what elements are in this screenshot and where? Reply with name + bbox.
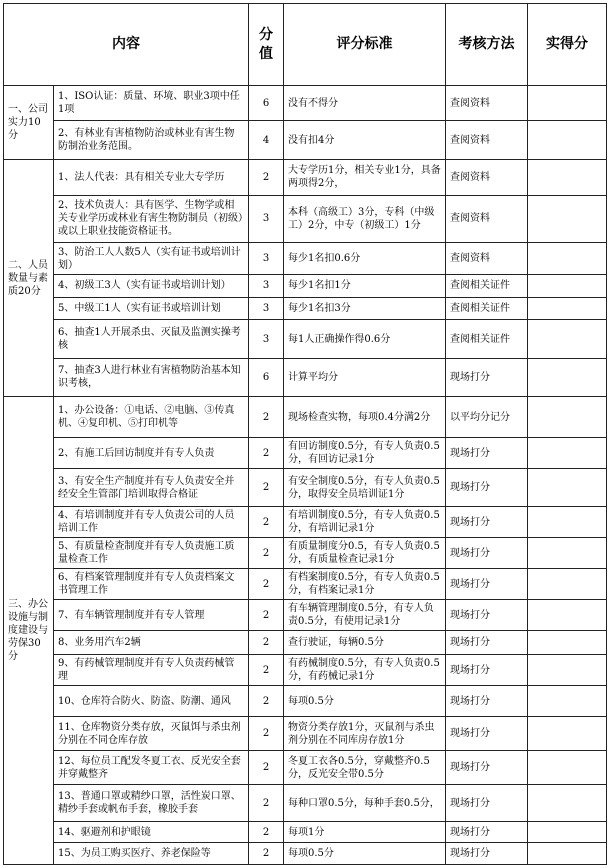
content-cell: 15、为员工购买医疗、养老保险等 [54,843,249,865]
score-cell: 2 [249,469,284,507]
standard-cell: 计算平均分 [284,358,446,396]
content-cell: 4、有培训制度并有专人负责公司的人员培训工作 [54,507,249,538]
header-actual: 实得分 [528,4,607,86]
header-standard: 评分标准 [284,4,446,86]
table-row [4,243,607,275]
actual-score-cell[interactable] [528,785,607,822]
content-cell: 3、防治工人人数5人（实有证书或培训计划） [54,243,249,275]
method-cell: 以平均分记分 [446,396,528,437]
actual-score-cell[interactable] [528,297,607,320]
standard-cell: 每项0.5分 [284,843,446,865]
content-cell: 2、技术负责人：具有医学、生物学或相关专业学历或林业有害生物防制员（初级）或以上职业技能资格证书。 [54,195,249,243]
method-cell: 查阅资料 [446,121,528,160]
score-cell: 6 [249,86,284,121]
standard-cell: 冬夏工衣各0.5分，穿戴整齐0.5分，反光安全带0.5分 [284,751,446,785]
content-cell: 7、有车辆管理制度并有专人管理 [54,600,249,631]
standard-cell: 每项1分 [284,822,446,843]
table-row [4,600,607,631]
header-row [4,4,607,86]
standard-cell: 现场检查实物，每项0.4分满2分 [284,396,446,437]
score-cell: 2 [249,686,284,717]
content-cell: 1、办公设备：①电话、②电脑、③传真机、④复印机、⑤打印机等 [54,396,249,437]
actual-score-cell[interactable] [528,538,607,569]
score-cell: 2 [249,600,284,631]
table-row [4,297,607,320]
table-row [4,843,607,865]
actual-score-cell[interactable] [528,822,607,843]
content-cell: 1、ISO认证：质量、环境、职业3项中任1项 [54,86,249,121]
score-cell: 4 [249,121,284,160]
actual-score-cell[interactable] [528,717,607,751]
content-cell: 6、有档案管理制度并有专人负责档案文书管理工作 [54,569,249,600]
table-row [4,785,607,822]
header-content: 内容 [4,4,249,86]
method-cell: 现场打分 [446,438,528,469]
actual-score-cell[interactable] [528,469,607,507]
method-cell: 查阅资料 [446,243,528,275]
standard-cell: 没有扣4分 [284,121,446,160]
score-cell: 2 [249,438,284,469]
standard-cell: 有档案制度0.5分，有专人负责0.5分，有档案记录1分 [284,569,446,600]
actual-score-cell[interactable] [528,600,607,631]
content-cell: 7、抽查3人进行林业有害植物防治基本知识考核， [54,358,249,396]
table-row [4,655,607,686]
method-cell: 现场打分 [446,655,528,686]
score-cell: 3 [249,275,284,298]
method-cell: 现场打分 [446,686,528,717]
table-row [4,507,607,538]
content-cell: 2、有林业有害植物防治或林业有害生物防制治业务范围。 [54,121,249,160]
table-row [4,275,607,298]
method-cell: 现场打分 [446,717,528,751]
content-cell: 4、初级工3人（实有证书或培训计划） [54,275,249,298]
table-row [4,822,607,843]
actual-score-cell[interactable] [528,438,607,469]
method-cell: 现场打分 [446,569,528,600]
method-cell: 现场打分 [446,538,528,569]
actual-score-cell[interactable] [528,686,607,717]
table-row [4,195,607,243]
header-score: 分值 [249,4,284,86]
content-cell: 3、有安全生产制度并有专人负责安全并经安全生管部门培训取得合格证 [54,469,249,507]
category-cell: 一、公司实力10分 [4,86,54,160]
method-cell: 查阅相关证件 [446,320,528,358]
standard-cell: 每少1名扣3分 [284,297,446,320]
standard-cell: 每种口罩0.5分，每种手套0.5分， [284,785,446,822]
content-cell: 11、仓库物资分类存放，灭鼠饵与杀虫剂分别在不同仓库存放 [54,717,249,751]
score-cell: 3 [249,243,284,275]
method-cell: 现场打分 [446,785,528,822]
actual-score-cell[interactable] [528,243,607,275]
method-cell: 现场打分 [446,843,528,865]
table-row [4,358,607,396]
score-cell: 2 [249,396,284,437]
standard-cell: 没有不得分 [284,86,446,121]
table-row [4,121,607,160]
content-cell: 1、法人代表：具有相关专业大专学历 [54,160,249,195]
score-cell: 2 [249,822,284,843]
method-cell: 现场打分 [446,358,528,396]
score-cell: 2 [249,785,284,822]
score-cell: 6 [249,358,284,396]
actual-score-cell[interactable] [528,507,607,538]
method-cell: 现场打分 [446,631,528,655]
score-cell: 2 [249,717,284,751]
method-cell: 现场打分 [446,507,528,538]
content-cell: 5、中级工1人（实有证书或培训计划 [54,297,249,320]
actual-score-cell[interactable] [528,195,607,243]
standard-cell: 有安全制度0.5分，有专人负责0.5分，取得安全员培训证1分 [284,469,446,507]
content-cell: 6、抽查1人开展杀虫、灭鼠及监测实操考核 [54,320,249,358]
table-body [4,86,607,865]
table-row [4,160,607,195]
actual-score-cell[interactable] [528,655,607,686]
standard-cell: 每少1名扣1分 [284,275,446,298]
standard-cell: 大专学历1分，相关专业1分，具备两项得2分， [284,160,446,195]
score-cell: 2 [249,631,284,655]
standard-cell: 本科（高级工）3分，专科（中级工）2分，中专（初级工）1分 [284,195,446,243]
actual-score-cell[interactable] [528,751,607,785]
actual-score-cell[interactable] [528,86,607,121]
standard-cell: 每项0.5分 [284,686,446,717]
method-cell: 查阅相关证件 [446,297,528,320]
method-cell: 查阅相关证件 [446,275,528,298]
standard-cell: 有培训制度0.5分，有专人负责0.5分，有培训记录1分 [284,507,446,538]
standard-cell: 查行驶证，每辆0.5分 [284,631,446,655]
table-row [4,631,607,655]
score-cell: 2 [249,751,284,785]
method-cell: 现场打分 [446,751,528,785]
actual-score-cell[interactable] [528,320,607,358]
table-row [4,86,607,121]
table-row [4,320,607,358]
actual-score-cell[interactable] [528,569,607,600]
score-cell: 3 [249,320,284,358]
score-cell: 2 [249,655,284,686]
table-row [4,686,607,717]
actual-score-cell[interactable] [528,358,607,396]
score-cell: 2 [249,569,284,600]
table-row [4,438,607,469]
score-cell: 3 [249,195,284,243]
standard-cell: 有质量制度分0.5，有专人负责0.5分，有质量检查记录1分 [284,538,446,569]
table-row [4,396,607,437]
standard-cell: 每1人正确操作得0.6分 [284,320,446,358]
standard-cell: 物资分类存放1分，灭鼠剂与杀虫剂分别在不同库房存放1分 [284,717,446,751]
standard-cell: 每少1名扣0.6分 [284,243,446,275]
content-cell: 10、仓库符合防火、防盗、防潮、通风 [54,686,249,717]
standard-cell: 有车辆管理制度0.5分，有专人负责0.5分，有使用记录1分 [284,600,446,631]
content-cell: 9、有药械管理制度并有专人负责药械管理 [54,655,249,686]
content-cell: 14、驱避剂和护眼镜 [54,822,249,843]
score-cell: 2 [249,538,284,569]
actual-score-cell[interactable] [528,275,607,298]
method-cell: 现场打分 [446,822,528,843]
standard-cell: 有回访制度0.5分，有专人负责0.5分，有回访记录1分 [284,438,446,469]
header-method: 考核方法 [446,4,528,86]
method-cell: 查阅资料 [446,86,528,121]
method-cell: 查阅资料 [446,195,528,243]
method-cell: 现场打分 [446,469,528,507]
content-cell: 8、业务用汽车2辆 [54,631,249,655]
table-row [4,469,607,507]
category-cell: 三、办公设施与制度建设与劳保30分 [4,396,54,864]
content-cell: 12、每位员工配发冬夏工衣、反光安全套并穿戴整齐 [54,751,249,785]
score-cell: 2 [249,160,284,195]
method-cell: 查阅资料 [446,160,528,195]
score-cell: 2 [249,843,284,865]
category-cell: 二、人员数量与素质20分 [4,160,54,397]
evaluation-table [3,3,607,865]
table-row [4,717,607,751]
actual-score-cell[interactable] [528,160,607,195]
table-row [4,569,607,600]
content-cell: 13、普通口罩或精纱口罩，活性炭口罩、精纱手套或帆布手套，橡胶手套 [54,785,249,822]
actual-score-cell[interactable] [528,843,607,865]
actual-score-cell[interactable] [528,631,607,655]
standard-cell: 有药械制度0.5分，有专人负责0.5分，有药械记录1分 [284,655,446,686]
content-cell: 2、有施工后回访制度并有专人负责 [54,438,249,469]
content-cell: 5、有质量检查制度并有专人负责施工质量检查工作 [54,538,249,569]
table-row [4,751,607,785]
method-cell: 现场打分 [446,600,528,631]
actual-score-cell[interactable] [528,121,607,160]
table-row [4,538,607,569]
actual-score-cell[interactable] [528,396,607,437]
score-cell: 3 [249,297,284,320]
score-cell: 2 [249,507,284,538]
